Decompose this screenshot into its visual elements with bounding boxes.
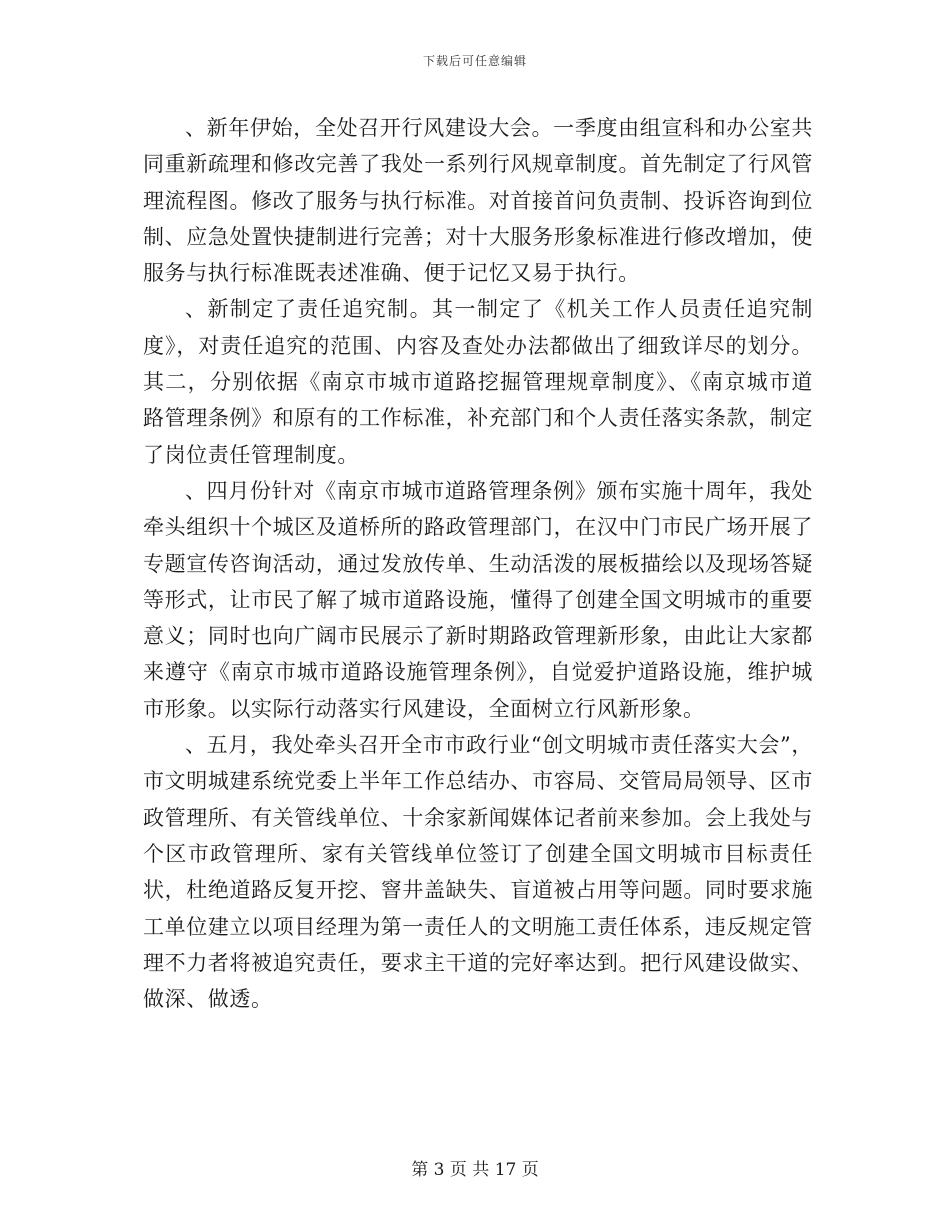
page-header: 下载后可任意编辑 bbox=[422, 54, 527, 68]
page-number-footer: 第 3 页 共 17 页 bbox=[411, 1160, 539, 1180]
paragraph-1: 、新年伊始，全处召开行风建设大会。一季度由组宣科和办公室共同重新疏理和修改完善了我处一系列行风规章制度。首先制定了行风管理流程图。修改了服务与执行标准。对首接首问负责制、投诉咨询到位制、应急处置快捷制进行完善；对十大服务形象标准进行修改增加，使服务与执行标准既表述准确、便于记忆又易于执行。 bbox=[143, 116, 813, 286]
document-body bbox=[143, 110, 813, 1017]
paragraph-3: 、四月份针对《南京市城市道路管理条例》颁布实施十周年，我处牵头组织十个城区及道桥所的路政管理部门，在汉中门市民广场开展了专题宣传咨询活动，通过发放传单、生动活泼的展板描绘以及现场答疑等形式，让市民了解了城市道路设施，懂得了创建全国文明城市的重要意义；同时也向广阔市民展示了新时期路政管理新形象，由此让大家都来遵守《南京市城市道路设施管理条例》，自觉爱护道路设施，维护城市形象。以实际行动落实行风建设，全面树立行风新形象。 bbox=[143, 478, 813, 721]
paragraph-4: 、五月，我处牵头召开全市市政行业“创文明城市责任落实大会”，市文明城建系统党委上半年工作总结办、市容局、交管局局领导、区市政管理所、有关管线单位、十余家新闻媒体记者前来参加。会上我处与个区市政管理所、家有关管线单位签订了创建全国文明城市目标责任状，杜绝道路反复开挖、窨井盖缺失、盲道被占用等问题。同时要求施工单位建立以项目经理为第一责任人的文明施工责任体系，违反规定管理不力者将被追究责任，要求主干道的完好率达到。把行风建设做实、做深、做透。 bbox=[143, 733, 813, 1012]
paragraph-2: 、新制定了责任追究制。其一制定了《机关工作人员责任追究制度》，对责任追究的范围、内容及查处办法都做出了细致详尽的划分。其二，分别依据《南京市城市道路挖掘管理规章制度》、《南京城市道路管理条例》和原有的工作标准，补充部门和个人责任落实条款，制定了岗位责任管理制度。 bbox=[143, 297, 813, 467]
